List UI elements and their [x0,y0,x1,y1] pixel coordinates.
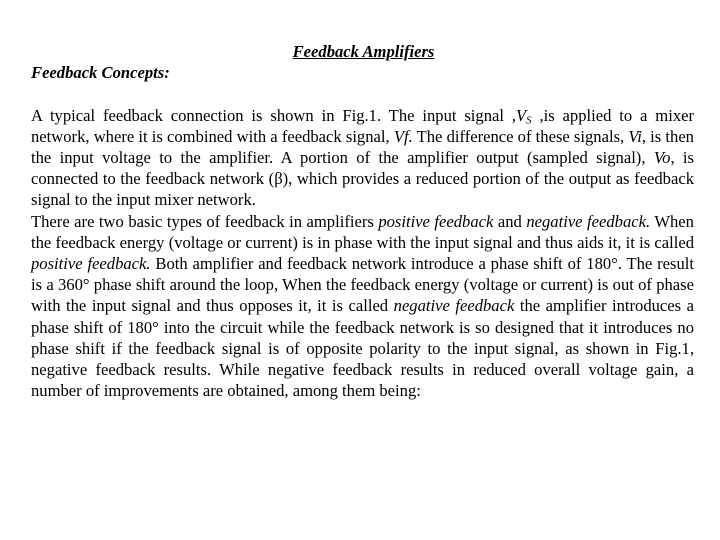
section-heading: Feedback Concepts: [31,63,170,83]
vi-symbol: Vi [628,126,642,146]
p1-text-1: A typical feedback connection is shown in Fig.1. The input signal , [31,105,517,125]
p2-text-3: When the feedback energy (voltage or current) is in phase with the input signal and thus aids it, it is called [31,211,694,252]
document-title: Feedback Amplifiers [292,42,435,61]
p2-text-1: There are two basic types of feedback in amplifiers [31,211,379,231]
p1-text-2: ,is applied to a mixer network, where it is combined with a feedback signal, [31,105,695,146]
vs-symbol: $V_S$ [516,105,532,127]
positive-feedback-term-1: positive feedback [378,211,494,231]
positive-feedback-term-2: positive feedback. [31,254,151,274]
p1-text-3: The difference of these signals, [412,126,629,146]
p2-text-5: the amplifier introduces a phase shift of 180° into the circuit while the feedback network is so designed that it introduces no phase shift if the feedback signal is of opposite polarity to the input signal, as shown in Fig.1, negative feedback results. While negative feedback results in reduced overall voltage gain, a number of improvements are obtained, among them being: [31,296,695,401]
document-page [31,41,694,401]
negative-feedback-term-1: negative feedback. [526,211,651,231]
vo-symbol: Vo [653,148,671,167]
p1-text-4: , is then the input voltage to the amplifier. A portion of the amplifier output (sampled signal), [31,126,694,167]
vf-symbol: Vf. [393,126,413,146]
paragraph-feedback-types [31,211,694,402]
p1-text-5: , is connected to the feedback network (β), which provides a reduced portion of the output as feedback signal to the input mixer network. [31,148,694,210]
p2-text-2: and [493,211,527,231]
paragraph-intro [31,105,694,211]
p2-text-4: Both amplifier and feedback network introduce a phase shift of 180°. The result is a 360° phase shift around the loop, When the feedback energy (voltage or current) is out of phase with the input signal and thus opposes it, it is called [31,254,695,316]
negative-feedback-term-2: negative feedback [393,296,515,316]
